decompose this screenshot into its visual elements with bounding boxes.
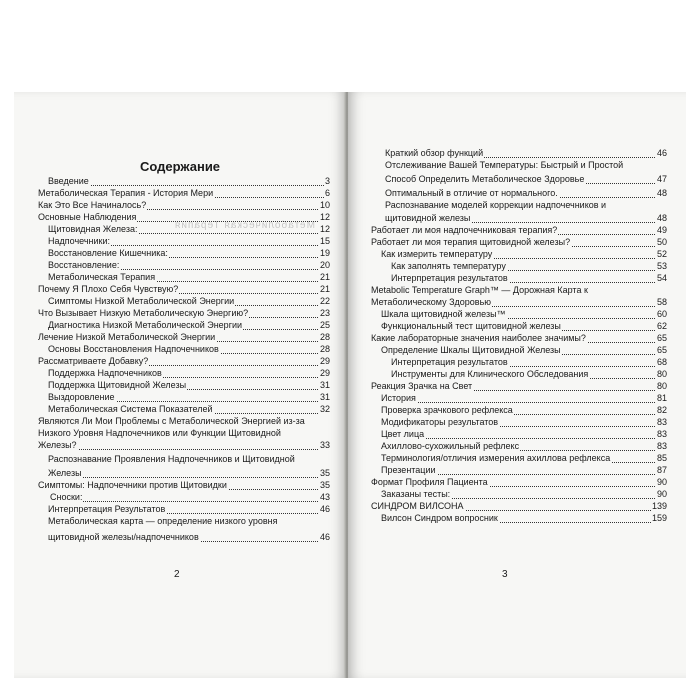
toc-entry [38,480,330,491]
toc-entry-page: 50 [656,237,667,247]
toc-entry [371,381,667,392]
toc-entry [38,356,330,367]
toc-entry-page: 60 [656,309,667,319]
toc-entry-title: Выздоровление [48,392,115,402]
toc-entry-page: 31 [319,392,330,402]
toc-entry-title: Сноски: [50,492,83,502]
toc-entry-page: 21 [319,284,330,294]
toc-entry [48,380,330,391]
toc-entry-page: 49 [656,225,667,235]
toc-entry-page: 83 [656,429,667,439]
leader-dots [48,185,330,186]
leader-dots [38,449,330,450]
toc-entry-page: 83 [656,441,667,451]
page-number-left: 2 [174,569,180,580]
toc-entry-title: Реакция Зрачка на Свет [371,381,473,391]
toc-entry-title: Поддержка Щитовидной Железы [48,380,187,390]
toc-entry-title: Работает ли моя терапия щитовидной железы? [371,237,571,247]
toc-entry-page: 43 [319,492,330,502]
toc-entry [381,321,667,332]
toc-entry-page: 12 [319,224,330,234]
toc-entry-title: Поддержка Надпочечников [48,368,162,378]
toc-entry-page: 90 [656,489,667,499]
toc-entry-title: щитовидной железы/надпочечников [48,532,199,542]
toc-entry-title: Восстановление Кишечника: [48,248,168,258]
toc-entry-title: Метаболическая Терапия [48,272,156,282]
leader-dots [48,477,330,478]
toc-entry [48,392,330,403]
toc-entry-title: Функциональный тест щитовидной железы [381,321,561,331]
toc-entry [38,212,330,223]
toc-entry-title: Интерпретация результатов [391,273,508,283]
toc-entry [38,428,330,439]
toc-entry-title: Отслеживание Вашей Температуры: Быстрый и Простой [385,160,624,170]
toc-entry [391,357,667,368]
toc-entry [48,454,330,465]
toc-entry [381,453,667,464]
toc-entry-title: Распознавание Проявления Надпочечников и Щитовидной [48,454,295,464]
toc-entry [385,200,667,211]
toc-entry [371,297,667,308]
toc-entry [48,260,330,271]
right-page [348,92,686,678]
toc-entry [48,404,330,415]
toc-entry-page: 29 [319,356,330,366]
toc-entry-page: 62 [656,321,667,331]
toc-entry-title: Работает ли моя надпочечниковая терапия? [371,225,558,235]
toc-entry-title: Интерпретация результатов [391,357,508,367]
toc-entry-title: Основы Восстановления Надпочечников [48,344,219,354]
toc-entry-title: Как Это Все Начиналось? [38,200,147,210]
toc-entry [48,516,330,527]
toc-entry-page: 46 [319,532,330,542]
toc-entry-page: 68 [656,357,667,367]
toc-entry-page: 82 [656,405,667,415]
toc-entry [381,513,667,524]
toc-entry [381,345,667,356]
toc-entry-page: 6 [324,188,330,198]
toc-entry-title: Железы [48,468,82,478]
toc-entry-page: 52 [656,249,667,259]
toc-entry-title: Цвет лица [381,429,425,439]
toc-entry-title: Какие лабораторные значения наиболее значимы? [371,333,586,343]
toc-entry-page: 12 [319,212,330,222]
toc-entry-title: Симптомы: Надпочечники против Щитовидки [38,480,227,490]
toc-entry-page: 35 [319,480,330,490]
toc-entry [48,532,330,543]
toc-entry-title: Метаболическому Здоровью [371,297,492,307]
toc-entry-title: щитовидной железы [385,213,471,223]
toc-entry [385,213,667,224]
toc-entry [48,272,330,283]
toc-entry [381,309,667,320]
toc-entry [38,308,330,319]
toc-entry-title: Как заполнять температуру [391,261,506,271]
toc-entry-title: Метаболическая Терапия - История Мери [38,188,214,198]
toc-entry [48,176,330,187]
toc-entry [38,284,330,295]
toc-entry-page: 85 [656,453,667,463]
toc-entry-title: Инструменты для Клинического Обследования [391,369,589,379]
toc-entry-page: 35 [319,468,330,478]
toc-entry [391,261,667,272]
toc-entry [38,200,330,211]
toc-entry-title: Восстановление: [48,260,120,270]
left-page [14,92,346,678]
toc-entry-title: История [381,393,416,403]
page-title: Содержание [139,159,221,174]
toc-entry [381,393,667,404]
toc-entry-page: 46 [656,148,667,158]
toc-entry-page: 28 [319,332,330,342]
toc-entry-page: 10 [319,200,330,210]
toc-entry-page: 22 [319,296,330,306]
toc-entry-title: Metabolic Temperature Graph™ — Дорожная Карта к [371,285,588,295]
toc-entry-page: 23 [319,308,330,318]
toc-entry-page: 139 [651,501,667,511]
toc-entry [48,296,330,307]
toc-entry-title: Формат Профиля Пациента [371,477,488,487]
toc-entry-page: 80 [656,381,667,391]
toc-entry [38,416,330,427]
toc-entry [371,501,667,512]
toc-entry-page: 32 [319,404,330,414]
toc-entry-page: 47 [656,174,667,184]
toc-entry [371,333,667,344]
toc-entry-title: Метаболическая Система Показателей [48,404,213,414]
toc-entry-title: Железы? [38,440,77,450]
toc-entry-page: 15 [319,236,330,246]
toc-entry [381,417,667,428]
toc-entry-title: Ахиллово-сухожильный рефлекс [381,441,520,451]
toc-entry-title: Краткий обзор функций [385,148,484,158]
toc-entry-title: СИНДРОМ ВИЛСОНА [371,501,464,511]
toc-entry-title: Интерпретация Результатов [48,504,166,514]
toc-entry-title: Определение Шкалы Щитовидной Железы [381,345,561,355]
toc-entry [385,160,667,171]
toc-entry [48,468,330,479]
toc-entry-title: Являются Ли Мои Проблемы с Метаболической Энергией из-за [38,416,305,426]
toc-entry-page: 54 [656,273,667,283]
toc-entry-page: 31 [319,380,330,390]
toc-entry [371,477,667,488]
toc-entry [385,188,667,199]
toc-entry [381,405,667,416]
toc-entry-title: Проверка зрачкового рефлекса [381,405,513,415]
toc-entry-title: Надпочечники: [48,236,110,246]
toc-entry-page: 90 [656,477,667,487]
toc-entry [381,489,667,500]
toc-entry [381,441,667,452]
toc-entry [381,465,667,476]
toc-entry-page: 46 [319,504,330,514]
toc-entry-page: 20 [319,260,330,270]
toc-entry-page: 87 [656,465,667,475]
toc-entry-title: Распознавание моделей коррекции надпочечников и [385,200,607,210]
toc-entry [385,174,667,185]
toc-entry [381,429,667,440]
toc-entry [48,320,330,331]
toc-entry-title: Метаболическая карта — определение низкого уровня [48,516,278,526]
toc-entry [371,237,667,248]
toc-entry [48,344,330,355]
toc-entry-title: Способ Определить Метаболическое Здоровье [385,174,585,184]
leader-dots [50,501,330,502]
toc-entry [371,225,667,236]
toc-entry [385,148,667,159]
toc-entry-page: 159 [651,513,667,523]
toc-entry-page: 29 [319,368,330,378]
toc-entry-title: Основные Наблюдения [38,212,137,222]
toc-entry-title: Что Вызывает Низкую Метаболическую Энергию? [38,308,249,318]
toc-entry-page: 48 [656,188,667,198]
toc-entry-page: 81 [656,393,667,403]
toc-entry-page: 53 [656,261,667,271]
toc-entry-title: Щитовидная Железа: [48,224,138,234]
toc-entry-title: Диагностика Низкой Метаболической Энергии [48,320,243,330]
toc-entry-title: Модификаторы результатов [381,417,499,427]
toc-entry-title: Низкого Уровня Надпочечников или Функции Щитовидной [38,428,281,438]
toc-entry [38,332,330,343]
toc-entry-title: Почему Я Плохо Себя Чувствую? [38,284,179,294]
toc-entry [38,188,330,199]
leader-dots [381,402,667,403]
toc-entry-title: Терминология/отличия измерения ахиллова рефлекса [381,453,611,463]
toc-entry [50,492,330,503]
toc-entry [38,440,330,451]
toc-entry-title: Заказаны тесты: [381,489,451,499]
toc-entry-title: Оптимальный в отличие от нормального. [385,188,558,198]
toc-entry [381,249,667,260]
toc-entry-page: 83 [656,417,667,427]
toc-entry [371,285,667,296]
toc-entry [391,273,667,284]
toc-entry [48,368,330,379]
bleed-through-text: Метаболическая Терапия [174,220,315,231]
page-number-right: 3 [502,569,508,580]
toc-entry [48,248,330,259]
toc-entry-page: 3 [324,176,330,186]
toc-entry-page: 65 [656,333,667,343]
toc-entry [48,504,330,515]
toc-entry-title: Симптомы Низкой Метаболической Энергии [48,296,235,306]
toc-entry-title: Введение [48,176,89,186]
toc-entry-page: 28 [319,344,330,354]
toc-entry [48,224,330,235]
toc-entry-page: 80 [656,369,667,379]
toc-entry-title: Шкала щитовидной железы™ [381,309,506,319]
toc-entry-title: Презентации [381,465,436,475]
toc-entry-title: Как измерить температуру [381,249,493,259]
toc-entry-page: 65 [656,345,667,355]
toc-entry-page: 25 [319,320,330,330]
toc-entry [391,369,667,380]
toc-entry-page: 19 [319,248,330,258]
toc-entry-page: 21 [319,272,330,282]
toc-entry-page: 33 [319,440,330,450]
toc-entry-title: Рассматриваете Добавку? [38,356,149,366]
toc-entry-page: 48 [656,213,667,223]
toc-entry-title: Лечение Низкой Метаболической Энергии [38,332,216,342]
toc-entry-title: Вилсон Синдром вопросник [381,513,498,523]
toc-entry-page: 58 [656,297,667,307]
toc-entry [48,236,330,247]
